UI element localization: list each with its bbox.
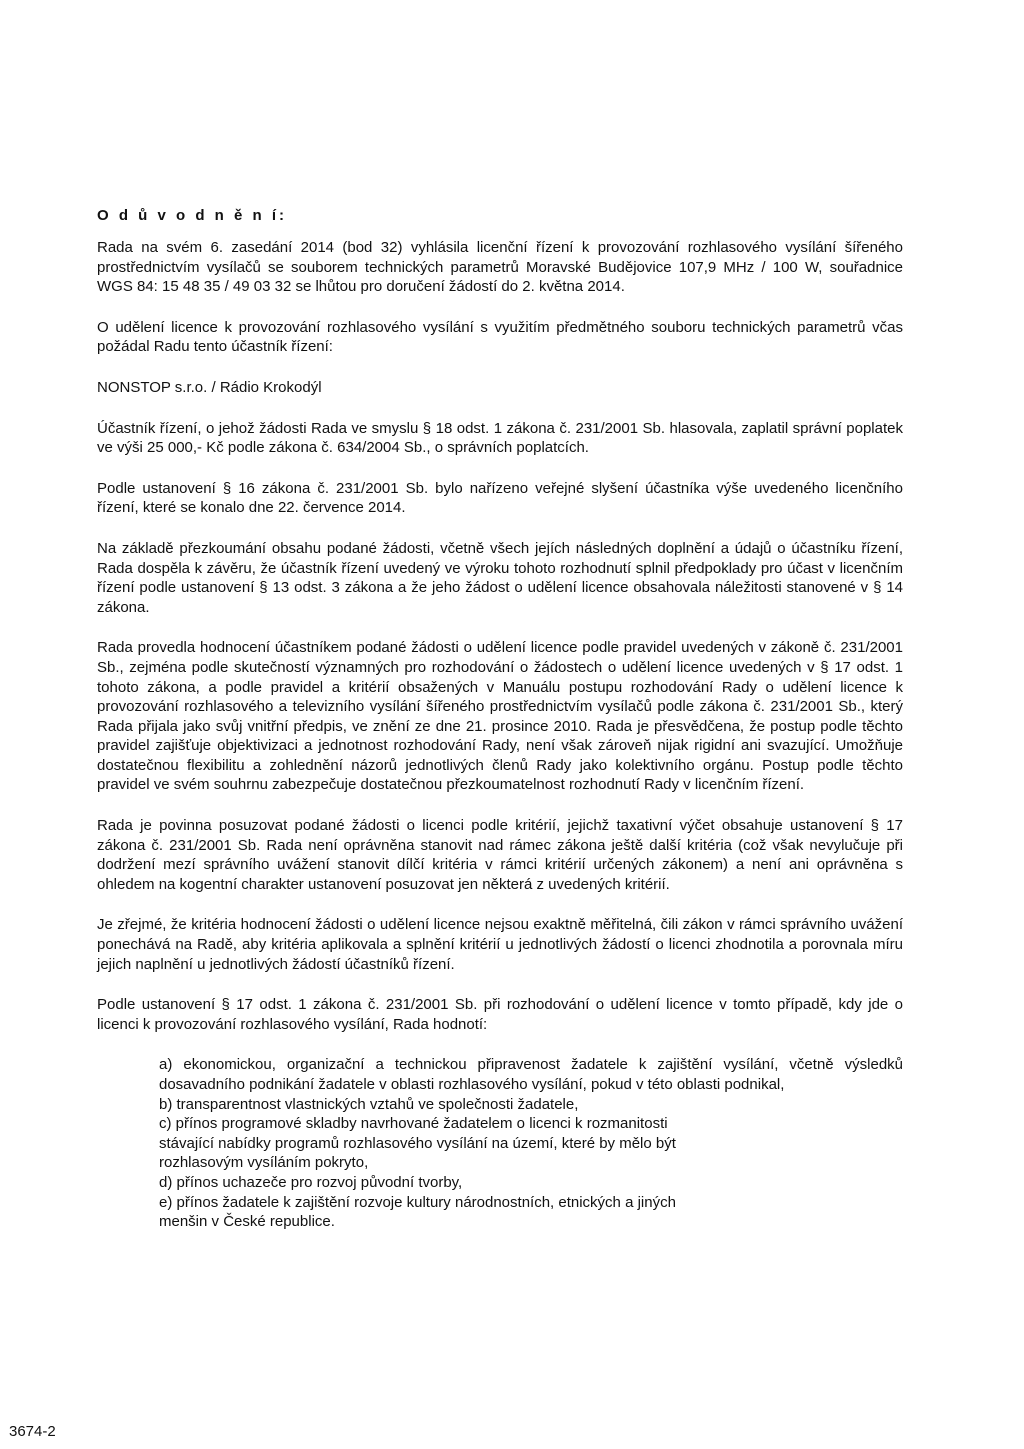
paragraph-applicant-name: NONSTOP s.r.o. / Rádio Krokodýl <box>97 378 322 396</box>
page-number: 3674-2 <box>9 1423 56 1440</box>
document-body <box>97 238 903 1232</box>
list-item: stávající nabídky programů rozhlasového vysílání na území, které by mělo být <box>159 1134 676 1152</box>
list-item: e) přínos žadatele k zajištění rozvoje kultury národnostních, etnických a jiných <box>159 1193 676 1211</box>
list-item: rozhlasovým vysíláním pokryto, <box>159 1154 369 1172</box>
list-item: c) přínos programové skladby navrhované žadatelem o licenci k rozmanitosti <box>159 1115 668 1133</box>
list-item: a) ekonomickou, organizační a technickou připravenost žadatele k zajištění vysílání, včetně výsledků dosavadního podnikání žadatele v oblasti rozhlasového vysílání, pokud v této oblasti podnikal, <box>159 1056 903 1093</box>
paragraph-announcement: Rada na svém 6. zasedání 2014 (bod 32) vyhlásila licenční řízení k provozování rozhlasového vysílání šířeného prostřednictvím vysílačů se souborem technických parametrů Moravské Budějovice 107,9 MHz / 100 W, souřadnice WGS 84: 15 48 35 / 49 03 32 se lhůtou pro doručení žádostí do 2. května 2014. <box>97 239 903 296</box>
paragraph-evaluation: Rada provedla hodnocení účastníkem podané žádosti o udělení licence podle pravidel uvedených v zákoně č. 231/2001 Sb., zejména podle skutečností významných pro rozhodování o žádostech o udělení licence uvedených v § 17 odst. 1 tohoto zákona, a podle pravidel a kritérií obsažených v Manuálu postupu rozhodování Rady o udělení licence k provozování rozhlasového a televizního vysílání šířeného prostřednictvím vysílačů podle zákona č. 231/2001 Sb., který Rada přijala jako svůj vnitřní předpis, ve znění ze dne 21. prosince 2010. Rada je přesvědčena, že postup podle těchto pravidel zajišťuje objektivizaci a jednotnost rozhodování Rady, není však zároveň nijak rigidní ani svazující. Umožňuje dostatečnou flexibilitu a zohlednění názorů jednotlivých členů Rady jako kolektivního orgánu. Postup podle těchto pravidel ve svém souhrnu zabezpečuje dostatečnou přezkoumatelnost rozhodnutí Rady v licenčním řízení. <box>97 639 903 794</box>
criteria-list <box>159 1055 903 1231</box>
list-item: b) transparentnost vlastnických vztahů ve společnosti žadatele, <box>159 1095 579 1113</box>
paragraph-fee: Účastník řízení, o jehož žádosti Rada ve smyslu § 18 odst. 1 zákona č. 231/2001 Sb. hlasovala, zaplatil správní poplatek ve výši 25 000,- Kč podle zákona č. 634/2004 Sb., o správních poplatcích. <box>97 419 903 457</box>
paragraph-criteria-obligation: Rada je povinna posuzovat podané žádosti o licenci podle kritérií, jejichž taxativní výčet obsahuje ustanovení § 17 zákona č. 231/2001 Sb. Rada není oprávněna stanovit nad rámec zákona ještě další kritéria (což však nevylučuje při dodržení mezí správního uvážení stanovit dílčí kritéria v rámci kritérií určených zákonem) a není ani oprávněna s ohledem na kogentní charakter ustanovení posuzovat jen některá z uvedených kritérií. <box>97 817 903 893</box>
paragraph-hearing: Podle ustanovení § 16 zákona č. 231/2001 Sb. bylo nařízeno veřejné slyšení účastníka výše uvedeného licenčního řízení, které se konalo dne 22. července 2014. <box>97 479 903 517</box>
paragraph-applicant-intro: O udělení licence k provozování rozhlasového vysílání s využitím předmětného souboru technických parametrů včas požádal Radu tento účastník řízení: <box>97 318 903 356</box>
list-item: d) přínos uchazeče pro rozvoj původní tvorby, <box>159 1173 463 1191</box>
paragraph-discretion: Je zřejmé, že kritéria hodnocení žádosti o udělení licence nejsou exaktně měřitelná, čili zákon v rámci správního uvážení ponechává na Radě, aby kritéria aplikovala a splnění kritérií u jednotlivých žádostí o licenci zhodnotila a porovnala míru jejich naplnění u jednotlivých žádostí účastníků řízení. <box>97 916 903 973</box>
list-item: menšin v České republice. <box>159 1213 335 1231</box>
paragraph-review: Na základě přezkoumání obsahu podané žádosti, včetně všech jejích následných doplnění a údajů o účastníku řízení, Rada dospěla k závěru, že účastník řízení uvedený ve výroku tohoto rozhodnutí splnil předpoklady pro účast v licenčním řízení podle ustanovení § 13 odst. 3 zákona a že jeho žádost o udělení licence obsahovala náležitosti stanovené v § 14 zákona. <box>97 539 903 616</box>
paragraph-statutory-basis: Podle ustanovení § 17 odst. 1 zákona č. 231/2001 Sb. při rozhodování o udělení licence v tomto případě, kdy jde o licenci k provozování rozhlasového vysílání, Rada hodnotí: <box>97 996 903 1033</box>
section-heading: O d ů v o d n ě n í: <box>97 207 287 224</box>
